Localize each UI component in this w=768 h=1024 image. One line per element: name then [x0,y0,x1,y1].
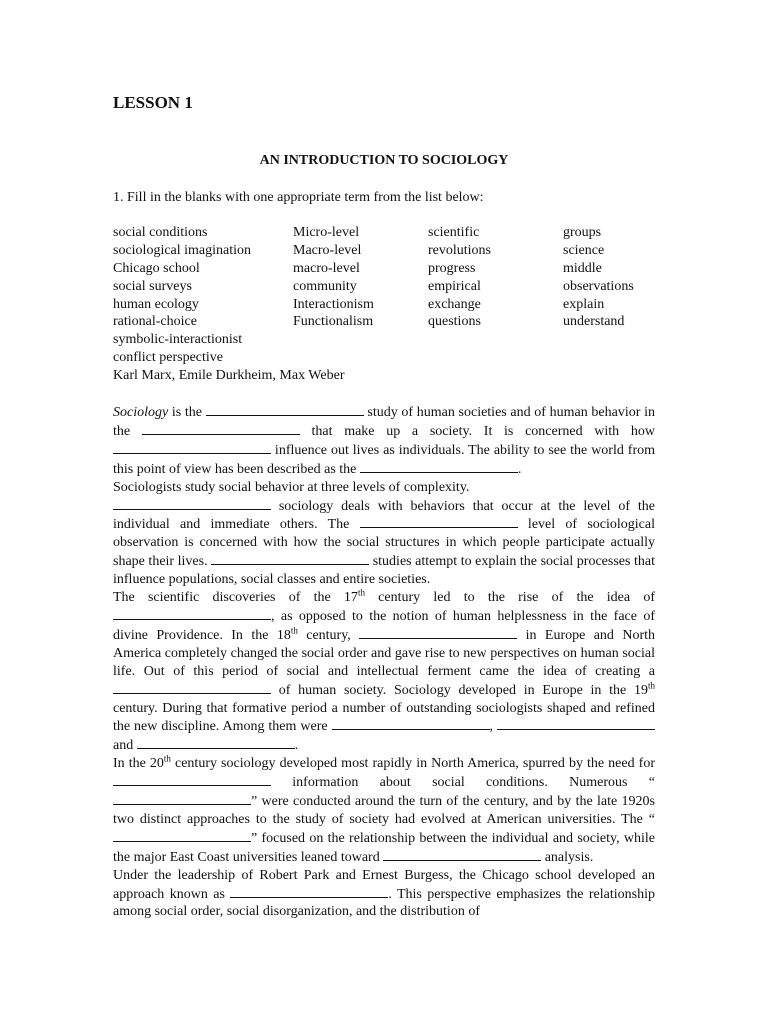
text-run: study of human societies and of human behavior in the [113,405,655,439]
text-run: In the 20 [113,756,164,772]
text-run: level of sociological observation is concerned with how the social structures in which people participate actually shape their lives. [113,517,655,570]
term: community [293,278,357,294]
text-run: ” were conducted around the turn of the century, and by the late 1920s two distinct approaches to the study of society had evolved at American universities. The “ [113,794,655,827]
text-run: is the [168,405,206,420]
term: groups [563,225,602,240]
superscript: th [647,679,655,690]
instruction-text: 1. Fill in the blanks with one appropriate term from the list below: [113,190,484,205]
term: social surveys [113,278,192,294]
text-run: . [517,461,522,477]
superscript: th [163,753,171,764]
answer-blank [360,515,518,528]
answer-blank [211,552,369,565]
term: revolutions [428,242,491,258]
text-run: of human society. Sociology developed in Europe in the 19 [271,682,648,698]
answer-blank [113,441,271,454]
text-run: influence out lives as individuals. The ability to see the world from this point of view has been described as the [113,442,655,477]
answer-blank [497,717,655,730]
paragraph [113,497,655,590]
text-run: , as opposed to the notion of human helplessness in the face of divine Providence. In the 18 [113,608,655,643]
text-run: sociology deals with behaviors that occur at the level of the individual and immediate others. The [113,498,655,533]
term-list [113,224,673,385]
paragraph [113,755,655,866]
term: Macro-level [293,242,362,258]
section-heading: AN INTRODUCTION TO SOCIOLOGY [259,153,509,168]
text-run: studies attempt to explain the social processes that influence populations, social classes and entire societies. [113,554,655,588]
term: empirical [428,278,481,294]
term: Interactionism [293,296,374,312]
term: progress [428,260,476,276]
text-run: century. During that formative period a number of outstanding sociologists shaped and refined the new discipline. Among them were [113,700,655,735]
text-run: century, [297,627,360,643]
lesson-title: LESSON 1 [113,93,193,112]
paragraph [113,867,655,922]
term: explain [563,296,605,312]
term: questions [428,314,481,330]
paragraph: Sociologists study social behavior at three levels of complexity. [113,479,470,495]
term: observations [563,278,634,294]
answer-blank [113,829,251,842]
term: Karl Marx, Emile Durkheim, Max Weber [113,368,345,384]
term: macro-level [293,260,360,276]
text-run: ” focused on the relationship between the individual and society, while the major East Coast universities leaned toward [113,830,655,865]
term: conflict perspective [113,350,224,366]
term-italic: Sociology [113,405,169,420]
answer-blank [113,681,271,694]
text-run: , [489,719,497,735]
term: symbolic-interactionist [113,332,243,348]
superscript: th [357,587,365,598]
text-run: century sociology developed most rapidly in North America, spurred by the need for [170,756,656,772]
text-run: in Europe and North America completely changed the social order and gave rise to new perspectives on human social life. Out of this period of social and intellectual ferment came the idea of creating a [113,627,655,679]
text-run: . [294,738,299,754]
answer-blank [230,885,388,898]
term: Chicago school [113,260,200,276]
text-run: century led to the rise of the idea of [364,590,655,606]
answer-blank [113,607,271,620]
term: sociological imagination [113,242,252,258]
answer-blank [332,717,490,730]
answer-blank [137,736,295,749]
term: Functionalism [293,314,374,330]
answer-blank [359,626,517,639]
term: rational-choice [113,314,197,330]
answer-blank [113,792,251,805]
term-row [113,224,673,242]
text-run: that make up a society. It is concerned with how [299,423,655,439]
term: scientific [428,225,480,240]
answer-blank [113,497,271,510]
answer-blank [206,403,364,416]
term-row [113,313,673,331]
answer-blank [113,773,271,786]
term-row [113,242,673,260]
term-row [113,296,673,314]
term: middle [563,260,602,276]
superscript: th [290,625,298,636]
term: science [563,242,605,258]
term: Micro-level [293,225,360,240]
term: social conditions [113,225,208,240]
text-run: The scientific discoveries of the 17 [113,590,358,606]
text-run: analysis. [541,849,594,865]
term-row [113,278,673,296]
paragraph [113,403,655,479]
term: understand [563,314,625,330]
paragraph [113,589,655,755]
term: exchange [428,296,481,312]
answer-blank [142,422,300,435]
body-text [113,403,655,921]
term-row [113,260,673,278]
text-run: Under the leadership of Robert Park and Ernest Burgess, the Chicago school developed an approach known as [113,867,655,902]
text-run: and [113,738,137,754]
answer-blank [360,460,518,473]
answer-blank [383,848,541,861]
term: human ecology [113,296,199,312]
text-run: . This perspective emphasizes the relationship among social order, social disorganization, and the distribution of [113,886,655,920]
text-run: information about social conditions. Numerous “ [271,775,655,791]
